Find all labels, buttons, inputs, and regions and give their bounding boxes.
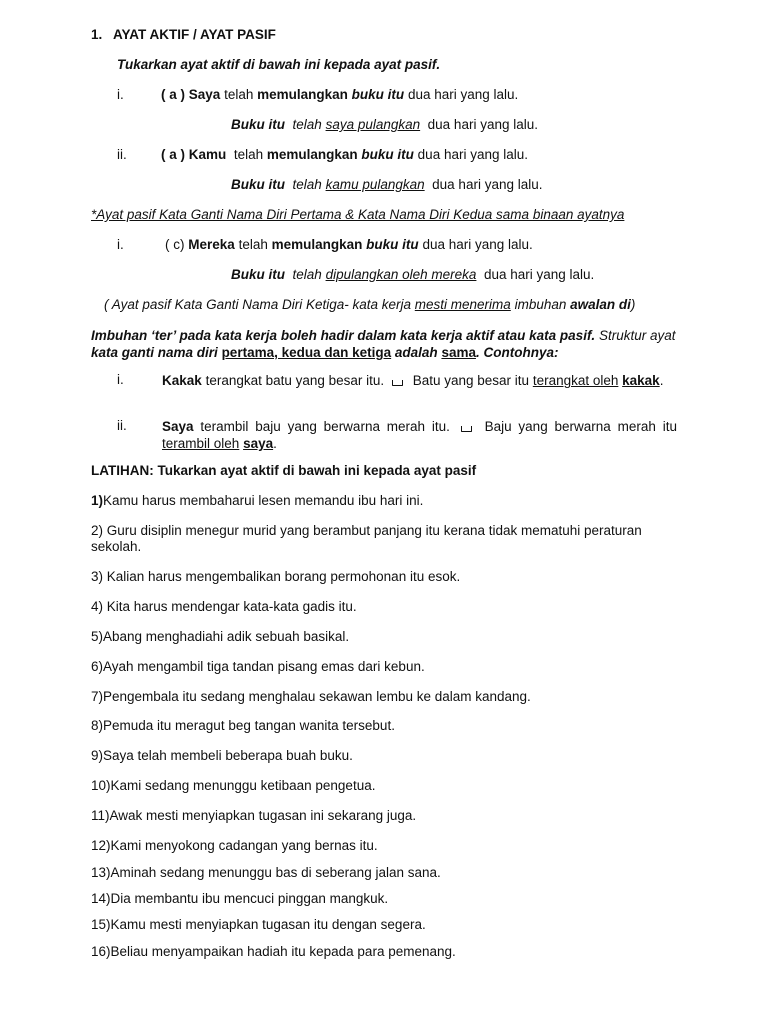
question-item: 12)Kami menyokong cadangan yang bernas itu. — [91, 838, 378, 853]
note-third-person: ( Ayat pasif Kata Ganti Nama Diri Ketiga- kata kerja mesti menerima imbuhan awalan di) — [104, 297, 636, 312]
question-item: 11)Awak mesti menyiapkan tugasan ini sekarang juga. — [91, 808, 417, 823]
section-number: 1. — [91, 27, 103, 42]
question-item: 4) Kita harus mendengar kata-kata gadis itu. — [91, 599, 357, 614]
question-item: 2) Guru disiplin menegur murid yang berambut panjang itu kerana tidak mematuhi peraturan sekolah. — [91, 523, 642, 554]
question-item: 10)Kami sedang menunggu ketibaan pengetua. — [91, 778, 376, 793]
aktif-sentence: ( a ) Saya telah memulangkan buku itu dua hari yang lalu. — [161, 87, 519, 102]
section-heading — [91, 27, 276, 43]
question-item: 6)Ayah mengambil tiga tandan pisang emas dari kebun. — [91, 659, 425, 674]
roman-numeral: i. — [117, 372, 124, 387]
roman-numeral: i. — [117, 237, 124, 252]
latihan-title: LATIHAN: Tukarkan ayat aktif di bawah ini kepada ayat pasif — [91, 463, 477, 478]
section-title: AYAT AKTIF / AYAT PASIF — [113, 27, 276, 42]
aktif-sentence: ( a ) Kamu telah memulangkan buku itu dua hari yang lalu. — [161, 147, 528, 162]
roman-numeral: i. — [117, 87, 124, 102]
example-sentence: Saya terambil baju yang berwarna merah itu. Baju yang berwarna merah itu terambil oleh saya. — [162, 419, 677, 451]
roman-numeral: ii. — [117, 147, 127, 162]
imbuhan-paragraph: Imbuhan ‘ter’ pada kata kerja boleh hadir dalam kata kerja aktif atau kata pasif. Struktur ayat kata ganti nama diri pertama, kedua dan ketiga adalah sama. Contohnya: — [91, 328, 676, 360]
question-item: 9)Saya telah membeli beberapa buah buku. — [91, 748, 353, 763]
question-item: 8)Pemuda itu meragut beg tangan wanita tersebut. — [91, 718, 395, 733]
aktif-sentence: ( c) Mereka telah memulangkan buku itu dua hari yang lalu. — [165, 237, 533, 252]
question-item: 5)Abang menghadiahi adik sebuah basikal. — [91, 629, 350, 644]
question-item: 1)Kamu harus membaharui lesen memandu ibu hari ini. — [91, 493, 424, 508]
roman-numeral: ii. — [117, 418, 127, 433]
question-item: 16)Beliau menyampaikan hadiah itu kepada para pemenang. — [91, 944, 456, 959]
question-item: 14)Dia membantu ibu mencuci pinggan mangkuk. — [91, 891, 389, 906]
pasif-sentence: Buku itu telah kamu pulangkan dua hari yang lalu. — [231, 177, 543, 192]
example-sentence: Kakak terangkat batu yang besar itu. Batu yang besar itu terangkat oleh kakak. — [162, 373, 664, 388]
question-item: 13)Aminah sedang menunggu bas di seberang jalan sana. — [91, 865, 441, 880]
instruction: Tukarkan ayat aktif di bawah ini kepada ayat pasif. — [117, 57, 441, 72]
question-item: 3) Kalian harus mengembalikan borang permohonan itu esok. — [91, 569, 461, 584]
arrow-icon — [392, 380, 403, 386]
question-item: 15)Kamu mesti menyiapkan tugasan itu dengan segera. — [91, 917, 426, 932]
arrow-icon — [461, 426, 472, 432]
pasif-sentence: Buku itu telah dipulangkan oleh mereka dua hari yang lalu. — [231, 267, 595, 282]
note-first-second-person: *Ayat pasif Kata Ganti Nama Diri Pertama & Kata Nama Diri Kedua sama binaan ayatnya — [91, 207, 625, 222]
question-item: 7)Pengembala itu sedang menghalau sekawan lembu ke dalam kandang. — [91, 689, 531, 704]
pasif-sentence: Buku itu telah saya pulangkan dua hari yang lalu. — [231, 117, 538, 132]
